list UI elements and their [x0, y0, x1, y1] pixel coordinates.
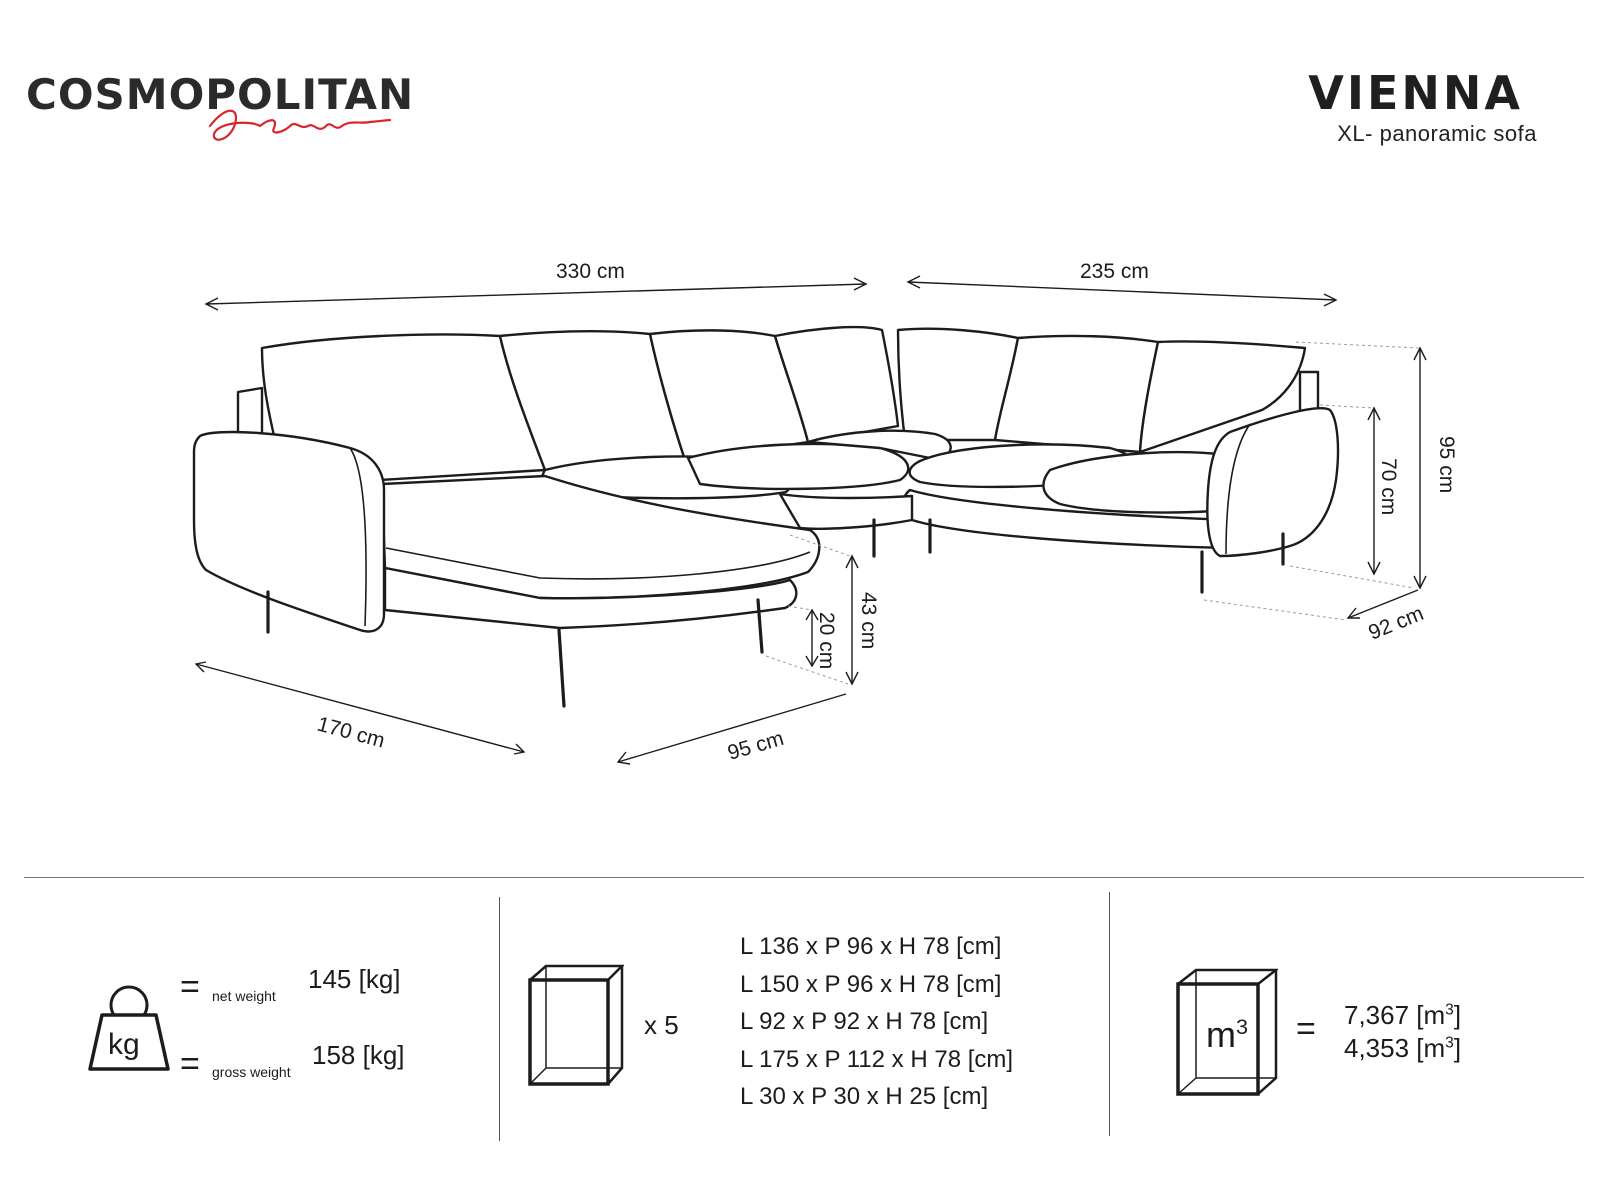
- brand-logo-wordmark: COSMOPOLITAN: [26, 70, 415, 119]
- package-dimension-row: L 150 x P 96 x H 78 [cm]: [740, 970, 1002, 998]
- package-dimension-row: L 92 x P 92 x H 78 [cm]: [740, 1008, 989, 1035]
- section-divider: [24, 877, 1584, 878]
- product-subtitle: XL- panoramic sofa: [1337, 121, 1537, 146]
- weight-icon-label: kg: [108, 1028, 140, 1061]
- volume-icon-label: $m^3$: [1206, 1014, 1249, 1055]
- product-name: VIENNA: [1308, 66, 1523, 120]
- back-cushion-6: [995, 336, 1158, 452]
- dim-170-label: 170 cm: [314, 712, 388, 753]
- dim-line-330: [206, 284, 866, 304]
- net-weight-value: 145 [kg]: [308, 964, 401, 994]
- middle-base: [780, 494, 912, 529]
- dim-330-label: 330 cm: [556, 260, 625, 283]
- leg-2: [559, 630, 564, 706]
- net-weight-equals: =: [180, 968, 200, 1006]
- vertical-separator: [1109, 892, 1110, 1136]
- package-count: x 5: [644, 1010, 679, 1040]
- dim-235-label: 235 cm: [1080, 260, 1149, 283]
- dim-95w-label: 95 cm: [725, 726, 787, 765]
- gross-weight-value: 158 [kg]: [312, 1040, 405, 1070]
- dim-95h-label: 95 cm: [1435, 436, 1458, 494]
- package-dimension-row: L 30 x P 30 x H 25 [cm]: [740, 1083, 989, 1110]
- dim-20-label: 20 cm: [815, 612, 838, 670]
- right-back-panel: [1300, 372, 1318, 412]
- package-dimension-row: L 136 x P 96 x H 78 [cm]: [740, 933, 1002, 960]
- seat-cushion-2: [688, 444, 908, 489]
- gross-weight-label: gross weight: [212, 1064, 291, 1080]
- volume-value-2: 4,353 $[m^3]$: [1344, 1033, 1462, 1063]
- vertical-separator: [499, 897, 500, 1141]
- volume-value-1: 7,367 $[m^3]$: [1344, 1000, 1462, 1030]
- volume-equals: =: [1296, 1010, 1316, 1048]
- package-list: [740, 928, 1013, 1116]
- dim-line-235: [908, 282, 1336, 300]
- dim-92-label: 92 cm: [1365, 601, 1427, 645]
- dim-70-label: 70 cm: [1377, 458, 1400, 516]
- package-dimension-row: L 175 x P 112 x H 78 [cm]: [740, 1045, 1014, 1073]
- dim-43-label: 43 cm: [857, 592, 880, 650]
- package-box-icon: [528, 964, 624, 1086]
- net-weight-label: net weight: [212, 988, 276, 1004]
- gross-weight-equals: =: [180, 1045, 200, 1083]
